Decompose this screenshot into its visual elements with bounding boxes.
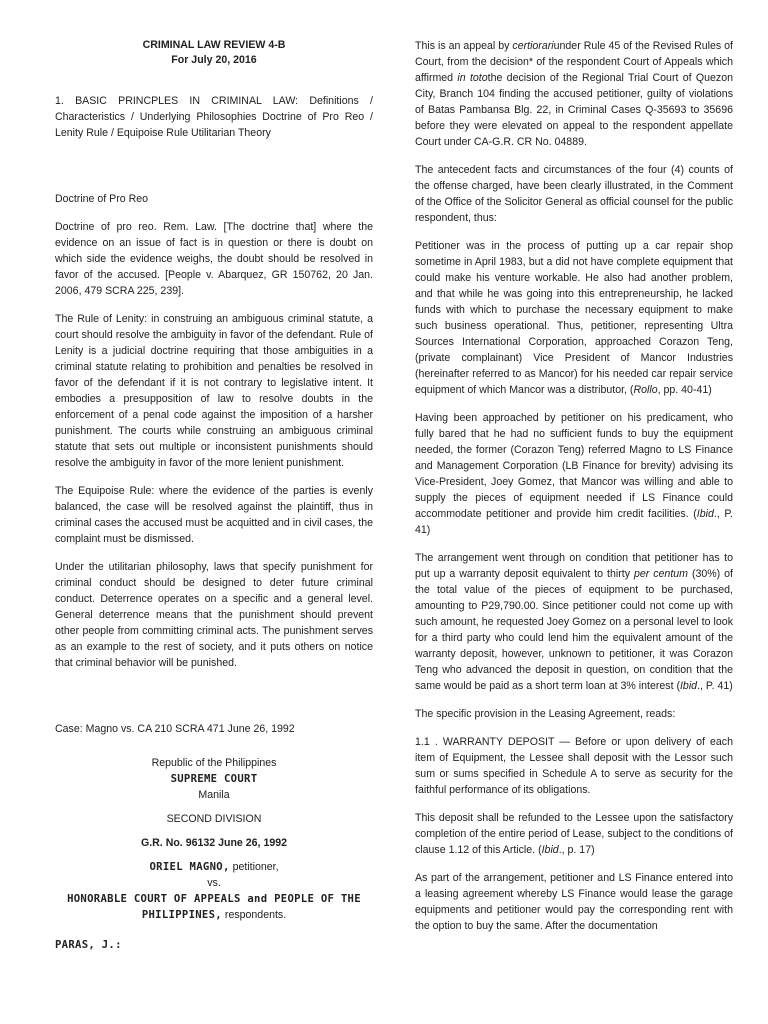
- text-run: ., P. 41): [697, 680, 733, 692]
- italic-in-toto: in toto: [457, 72, 488, 84]
- paragraph-warranty-deposit: 1.1 . WARRANTY DEPOSIT — Before or upon delivery of each item of Equipment, the Lessee shall deposit with the Lessor such sum or sums specified in Schedule A to serve as security for the faithful performance of its obligations.: [415, 736, 733, 796]
- topic-heading: 1. BASIC PRINCPLES IN CRIMINAL LAW: Definitions / Characteristics / Underlying Philosophies Doctrine of Pro Reo / Lenity Rule / Equipoise Rule Utilitarian Theory: [55, 95, 373, 139]
- text-run: Having been approached by petitioner on his predicament, who fully bared that he had no sufficient funds to buy the equipment needed, the former (Corazon Teng) referred Magno to LS Finance and Management Corporation (LB Finance for brevity) advising its Vice-President, Joey Gomez, that Mancor was willing and able to supply the pieces of equipment needed if LS Finance could accommodate petitioner and provide him credit facilities. (: [415, 412, 733, 520]
- section-title-pro-reo: Doctrine of Pro Reo: [55, 193, 149, 205]
- italic-certiorari: certiorari: [512, 40, 554, 52]
- left-column: [55, 38, 373, 965]
- italic-ibid: Ibid: [679, 680, 698, 692]
- respondents-line: [55, 891, 373, 923]
- republic-line: Republic of the Philippines: [151, 757, 277, 769]
- italic-ibid: Ibid: [541, 844, 559, 856]
- respondents-role: respondents.: [221, 909, 287, 921]
- paragraph-car-repair: [415, 238, 733, 398]
- text-run: under Rule 45 of the Revised Rules of Court, from the decision* of the respondent Court of Appeals which affirmed: [415, 40, 733, 84]
- document-title: CRIMINAL LAW REVIEW 4-B: [142, 39, 286, 51]
- petitioner-name: ORIEL MAGNO,: [149, 861, 230, 873]
- text-run: ., P. 41): [415, 508, 733, 536]
- text-run: This deposit shall be refunded to the Lessee upon the satisfactory completion of the entire period of Lease, subject to the conditions of clause 1.12 of this Article. (: [415, 812, 733, 856]
- paragraph-equipoise: The Equipoise Rule: where the evidence of the parties is evenly balanced, the case will be resolved against the plaintiff, thus in criminal cases the accused must be acquitted and in civil cases, the complaint must be dismissed.: [55, 485, 373, 545]
- text-run: (30%) of the total value of the pieces of equipment to be purchased, amounting to P29,790.00. Since petitioner could not come up with such amount, he requested Joey Gomez on a personal level to look for a third party who could lend him the equivalent amount of the warranty deposit, however, unknown to petitioner, it was Corazon Teng who advanced the deposit in question, on condition that the same would be paid as a short term loan at 3% interest (: [415, 568, 733, 692]
- petitioner-line: [55, 859, 373, 875]
- italic-ibid: Ibid: [696, 508, 714, 520]
- case-citation: Case: Magno vs. CA 210 SCRA 471 June 26, 1992: [55, 723, 295, 735]
- right-column: [415, 38, 733, 946]
- document-subtitle: For July 20, 2016: [171, 54, 257, 66]
- petitioner-role: petitioner,: [229, 861, 279, 873]
- paragraph-specific-provision: The specific provision in the Leasing Agreement, reads:: [415, 708, 676, 720]
- paragraph-leasing-agreement: As part of the arrangement, petitioner and LS Finance entered into a leasing agreement whereby LS Finance would lease the garage equipments and petitioner would pay the corresponding rent with the option to buy the same. After the documentation: [415, 872, 733, 932]
- italic-per-centum: per centum: [633, 568, 688, 580]
- text-run: The arrangement went through on condition that petitioner has to put up a warranty deposit equivalent to thirty: [415, 552, 733, 580]
- paragraph-appeal: [415, 38, 733, 150]
- court-city: Manila: [198, 789, 230, 801]
- text-run: ., p. 17): [558, 844, 595, 856]
- text-run: This is an appeal by: [415, 40, 513, 52]
- division-line: SECOND DIVISION: [166, 813, 262, 825]
- paragraph-antecedent-facts: The antecedent facts and circumstances of the four (4) counts of the offense charged, have been clearly illustrated, in the Comment of the Office of the Solicitor General as official counsel for the public respondent, thus:: [415, 164, 733, 224]
- italic-rollo: Rollo: [633, 384, 658, 396]
- respondents-name: HONORABLE COURT OF APPEALS and PEOPLE OF THE PHILIPPINES,: [67, 893, 361, 921]
- paragraph-refund: [415, 810, 733, 858]
- paragraph-pro-reo: Doctrine of pro reo. Rem. Law. [The doctrine that] where the evidence on an issue of fact is in question or there is doubt on which side the evidence weighs, the doubt should be resolved in favor of the accused. [People v. Abarquez, GR 150762, 20 Jan. 2006, 479 SCRA 225, 239].: [55, 221, 373, 297]
- ponente: PARAS, J.:: [55, 939, 122, 951]
- versus-line: vs.: [207, 877, 221, 889]
- paragraph-predicament: [415, 410, 733, 538]
- text-run: Petitioner was in the process of putting up a car repair shop sometime in April 1983, but a did not have complete equipment that could make his venture workable. He also had another problem, and that while he was going into this entrepreneurship, he lacked funds with which to purchase the necessary equipment to make such business operational. Thus, petitioner, representing Ultra Sources International Corporation, approached Corazon Teng, (private complainant) Vice President of Mancor Industries (hereinafter referred to as Mancor) for his needed car repair service equipment of which Mancor was a distributor, (: [415, 240, 733, 396]
- paragraph-utilitarian: Under the utilitarian philosophy, laws that specify punishment for criminal conduct should be designed to deter future criminal conduct. Deterrence operates on a specific and a general level. General deterrence means that the punishment should prevent other people from committing criminal acts. The punishment serves as an example to the rest of society, and it puts others on notice that criminal behavior will be punished.: [55, 561, 373, 669]
- gr-number: G.R. No. 96132 June 26, 1992: [140, 837, 288, 849]
- court-name: SUPREME COURT: [170, 773, 258, 785]
- paragraph-arrangement: [415, 550, 733, 694]
- text-run: the decision of the Regional Trial Court of Quezon City, Branch 104 finding the accused petitioner, guilty of violations of Batas Pambansa Blg. 22, in Criminal Cases Q-35693 to 35696 before they were elevated on appeal to the respondent appellate Court under CA-G.R. CR No. 04889.: [415, 72, 733, 148]
- text-run: , pp. 40-41): [657, 384, 712, 396]
- paragraph-lenity: The Rule of Lenity: in construing an ambiguous criminal statute, a court should resolve the ambiguity in favor of the defendant. Rule of Lenity is a judicial doctrine requiring that those ambiguities in a criminal statute relating to prohibition and penalties be resolved in favor of the defendant if it is not contrary to legislative intent. It embodies a presupposition of law to resolve doubts in the enforcement of a penal code against the imposition of a harsher punishment. The courts while construing an ambiguous criminal statute that sets out multiple or inconsistent punishments should resolve the ambiguity in favor of the more lenient punishment.: [55, 313, 373, 469]
